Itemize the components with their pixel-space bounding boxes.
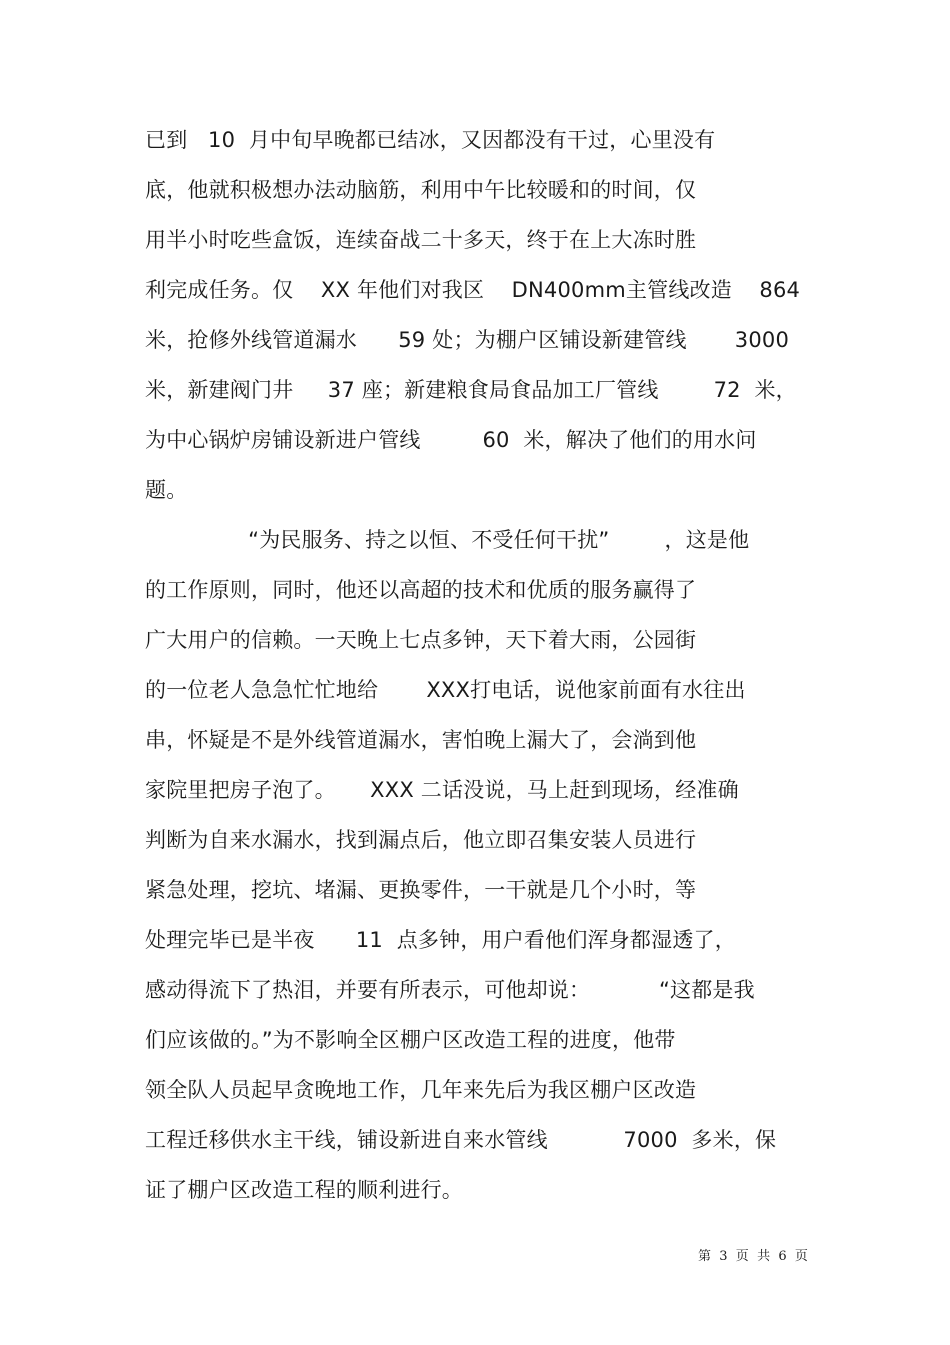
- body-line: 处理完毕已是半夜 11 点多钟，用户看他们浑身都湿透了，: [145, 928, 736, 952]
- body-line: 工程迁移供水主干线，铺设新进自来水管线 7000 多米，保: [145, 1128, 777, 1152]
- body-line: 底，他就积极想办法动脑筋，利用中午比较暖和的时间，仅: [145, 178, 697, 202]
- body-line: 的工作原则，同时，他还以高超的技术和优质的服务赢得了: [145, 578, 697, 602]
- body-line: 用半小时吃些盒饭，连续奋战二十多天，终于在上大冻时胜: [145, 228, 697, 252]
- body-line: “为民服务、持之以恒、不受任何干扰” ，这是他: [145, 528, 750, 552]
- body-line: 已到 10 月中旬早晚都已结冰，又因都没有干过，心里没有: [145, 128, 716, 152]
- body-line: 米，新建阀门井 37 座；新建粮食局食品加工厂管线 72 米，: [145, 378, 797, 402]
- body-line: 们应该做的。”为不影响全区棚户区改造工程的进度，他带: [145, 1028, 676, 1052]
- body-line: 判断为自来水漏水，找到漏点后，他立即召集安装人员进行: [145, 828, 697, 852]
- body-line: 紧急处理，挖坑、堵漏、更换零件，一干就是几个小时，等: [145, 878, 697, 902]
- body-line: 领全队人员起早贪晚地工作，几年来先后为我区棚户区改造: [145, 1078, 697, 1102]
- body-line: 的一位老人急急忙忙地给 XXX打电话，说他家前面有水往出: [145, 678, 746, 702]
- body-line: 感动得流下了热泪，并要有所表示，可他却说： “这都是我: [145, 978, 755, 1002]
- page-number-footer: 第 3 页 共 6 页: [698, 1249, 808, 1264]
- body-line: 为中心锅炉房铺设新进户管线 60 米，解决了他们的用水问: [145, 428, 757, 452]
- body-line: 家院里把房子泡了。 XXX 二话没说，马上赶到现场，经准确: [145, 778, 739, 802]
- body-line: 串，怀疑是不是外线管道漏水，害怕晚上漏大了，会淌到他: [145, 728, 697, 752]
- body-line: 证了棚户区改造工程的顺利进行。: [145, 1178, 463, 1202]
- body-line: 米，抢修外线管道漏水 59 处；为棚户区铺设新建管线 3000: [145, 328, 790, 352]
- body-line: 利完成任务。仅 XX 年他们对我区 DN400mm主管线改造 864: [145, 278, 801, 302]
- body-line: 题。: [145, 478, 188, 502]
- body-line: 广大用户的信赖。一天晚上七点多钟，天下着大雨，公园街: [145, 628, 697, 652]
